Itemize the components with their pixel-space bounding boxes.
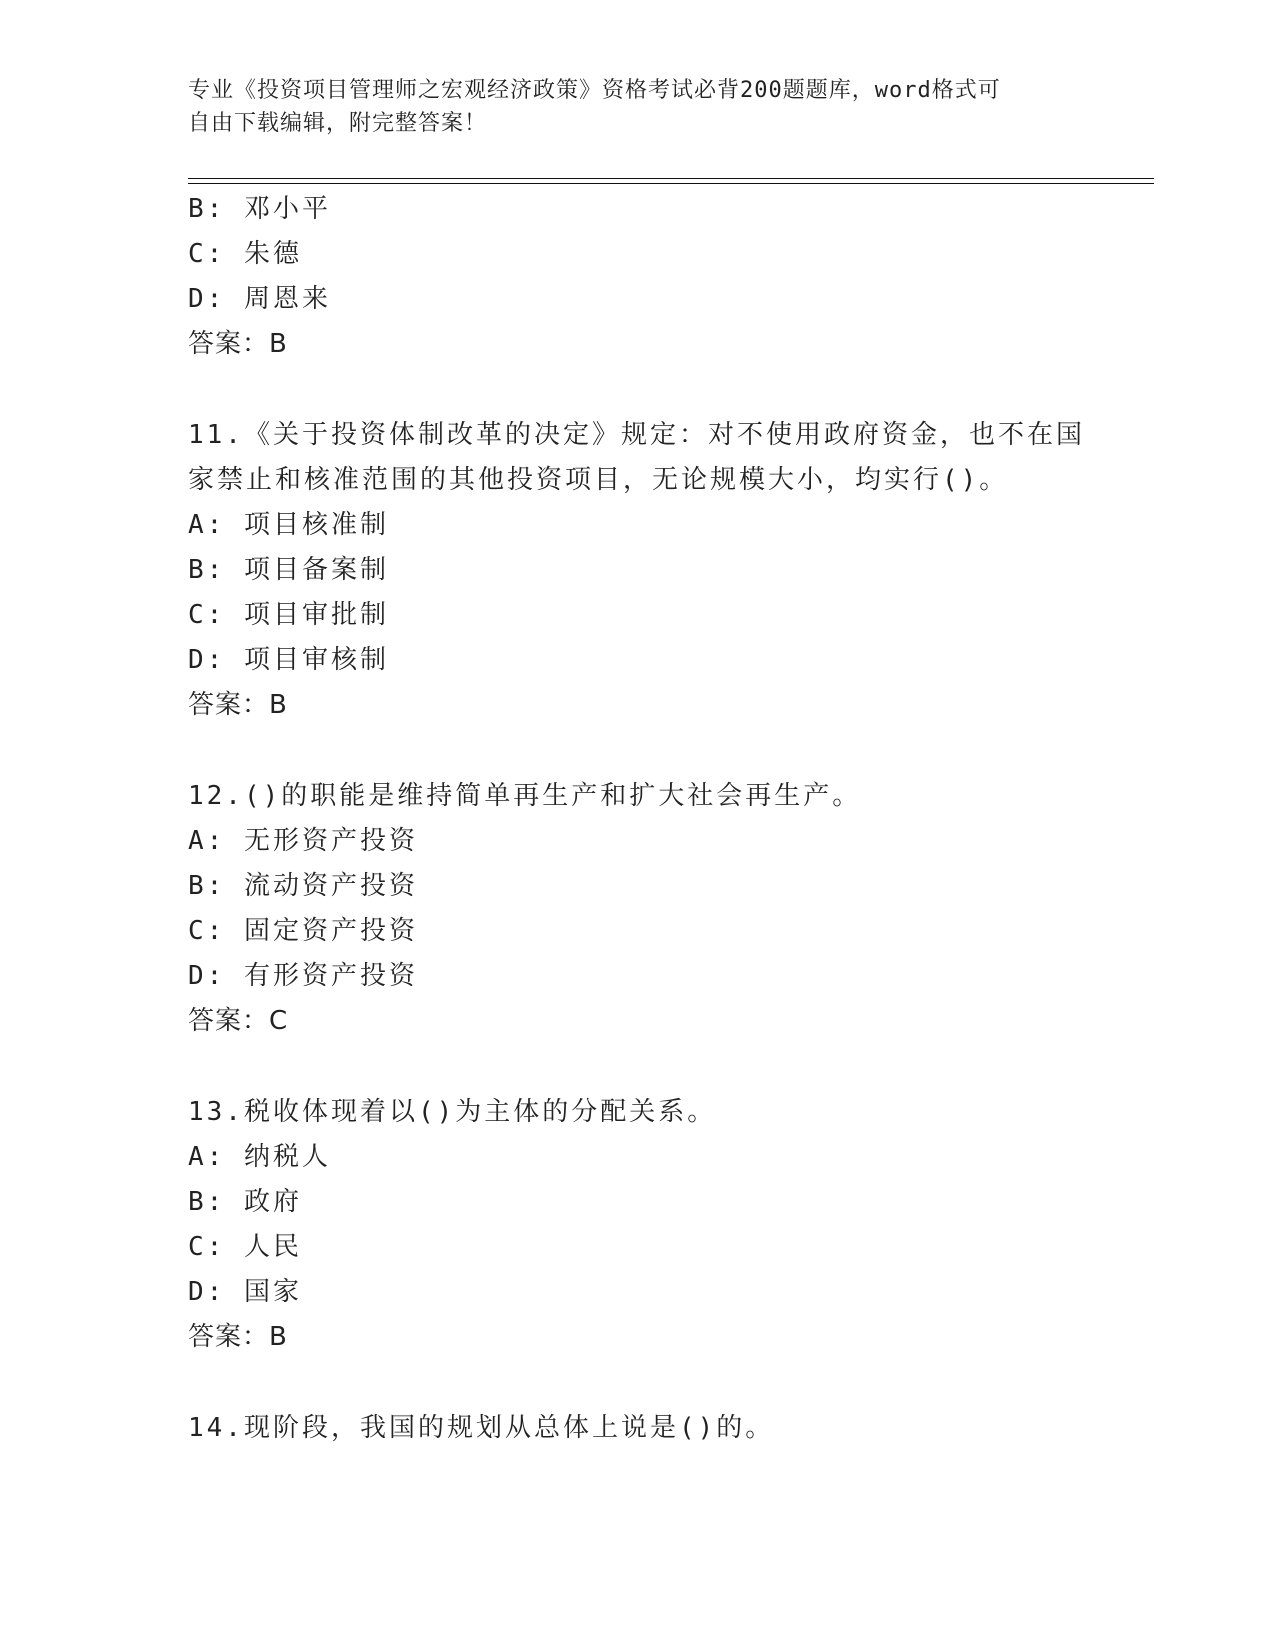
q11-stem-line-1: 11.《关于投资体制改革的决定》规定：对不使用政府资金，也不在国 bbox=[188, 420, 1085, 450]
q10-answer: 答案：B bbox=[188, 329, 288, 359]
q11-option-b: B: 项目备案制 bbox=[188, 555, 389, 585]
q13-option-b: B: 政府 bbox=[188, 1187, 302, 1217]
header-divider-top bbox=[188, 178, 1154, 179]
q13-option-a: A: 纳税人 bbox=[188, 1142, 331, 1172]
q12-option-c: C: 固定资产投资 bbox=[188, 916, 418, 946]
q12-option-b: B: 流动资产投资 bbox=[188, 871, 418, 901]
q13-option-c: C: 人民 bbox=[188, 1232, 302, 1262]
q11-option-a: A: 项目核准制 bbox=[188, 510, 389, 540]
q11-answer: 答案：B bbox=[188, 690, 288, 720]
q11-stem-line-2: 家禁止和核准范围的其他投资项目，无论规模大小，均实行()。 bbox=[188, 465, 1009, 495]
q10-option-c: C: 朱德 bbox=[188, 239, 302, 269]
q11-option-d: D: 项目审核制 bbox=[188, 645, 389, 675]
document-header bbox=[188, 74, 1068, 140]
header-line-1: 专业《投资项目管理师之宏观经济政策》资格考试必背200题题库，word格式可 bbox=[188, 78, 1001, 103]
q12-option-d: D: 有形资产投资 bbox=[188, 961, 418, 991]
q10-option-d: D: 周恩来 bbox=[188, 284, 331, 314]
q10-option-b: B: 邓小平 bbox=[188, 194, 331, 224]
q13-answer: 答案：B bbox=[188, 1322, 288, 1352]
q14-stem: 14.现阶段，我国的规划从总体上说是()的。 bbox=[188, 1413, 775, 1443]
q12-answer: 答案：C bbox=[188, 1006, 289, 1036]
header-divider-bottom bbox=[188, 183, 1154, 184]
q13-stem: 13.税收体现着以()为主体的分配关系。 bbox=[188, 1097, 717, 1127]
q11-option-c: C: 项目审批制 bbox=[188, 600, 389, 630]
q13-option-d: D: 国家 bbox=[188, 1277, 302, 1307]
header-line-2: 自由下载编辑，附完整答案！ bbox=[188, 111, 488, 136]
q12-stem: 12.()的职能是维持简单再生产和扩大社会再生产。 bbox=[188, 781, 862, 811]
q12-option-a: A: 无形资产投资 bbox=[188, 826, 418, 856]
